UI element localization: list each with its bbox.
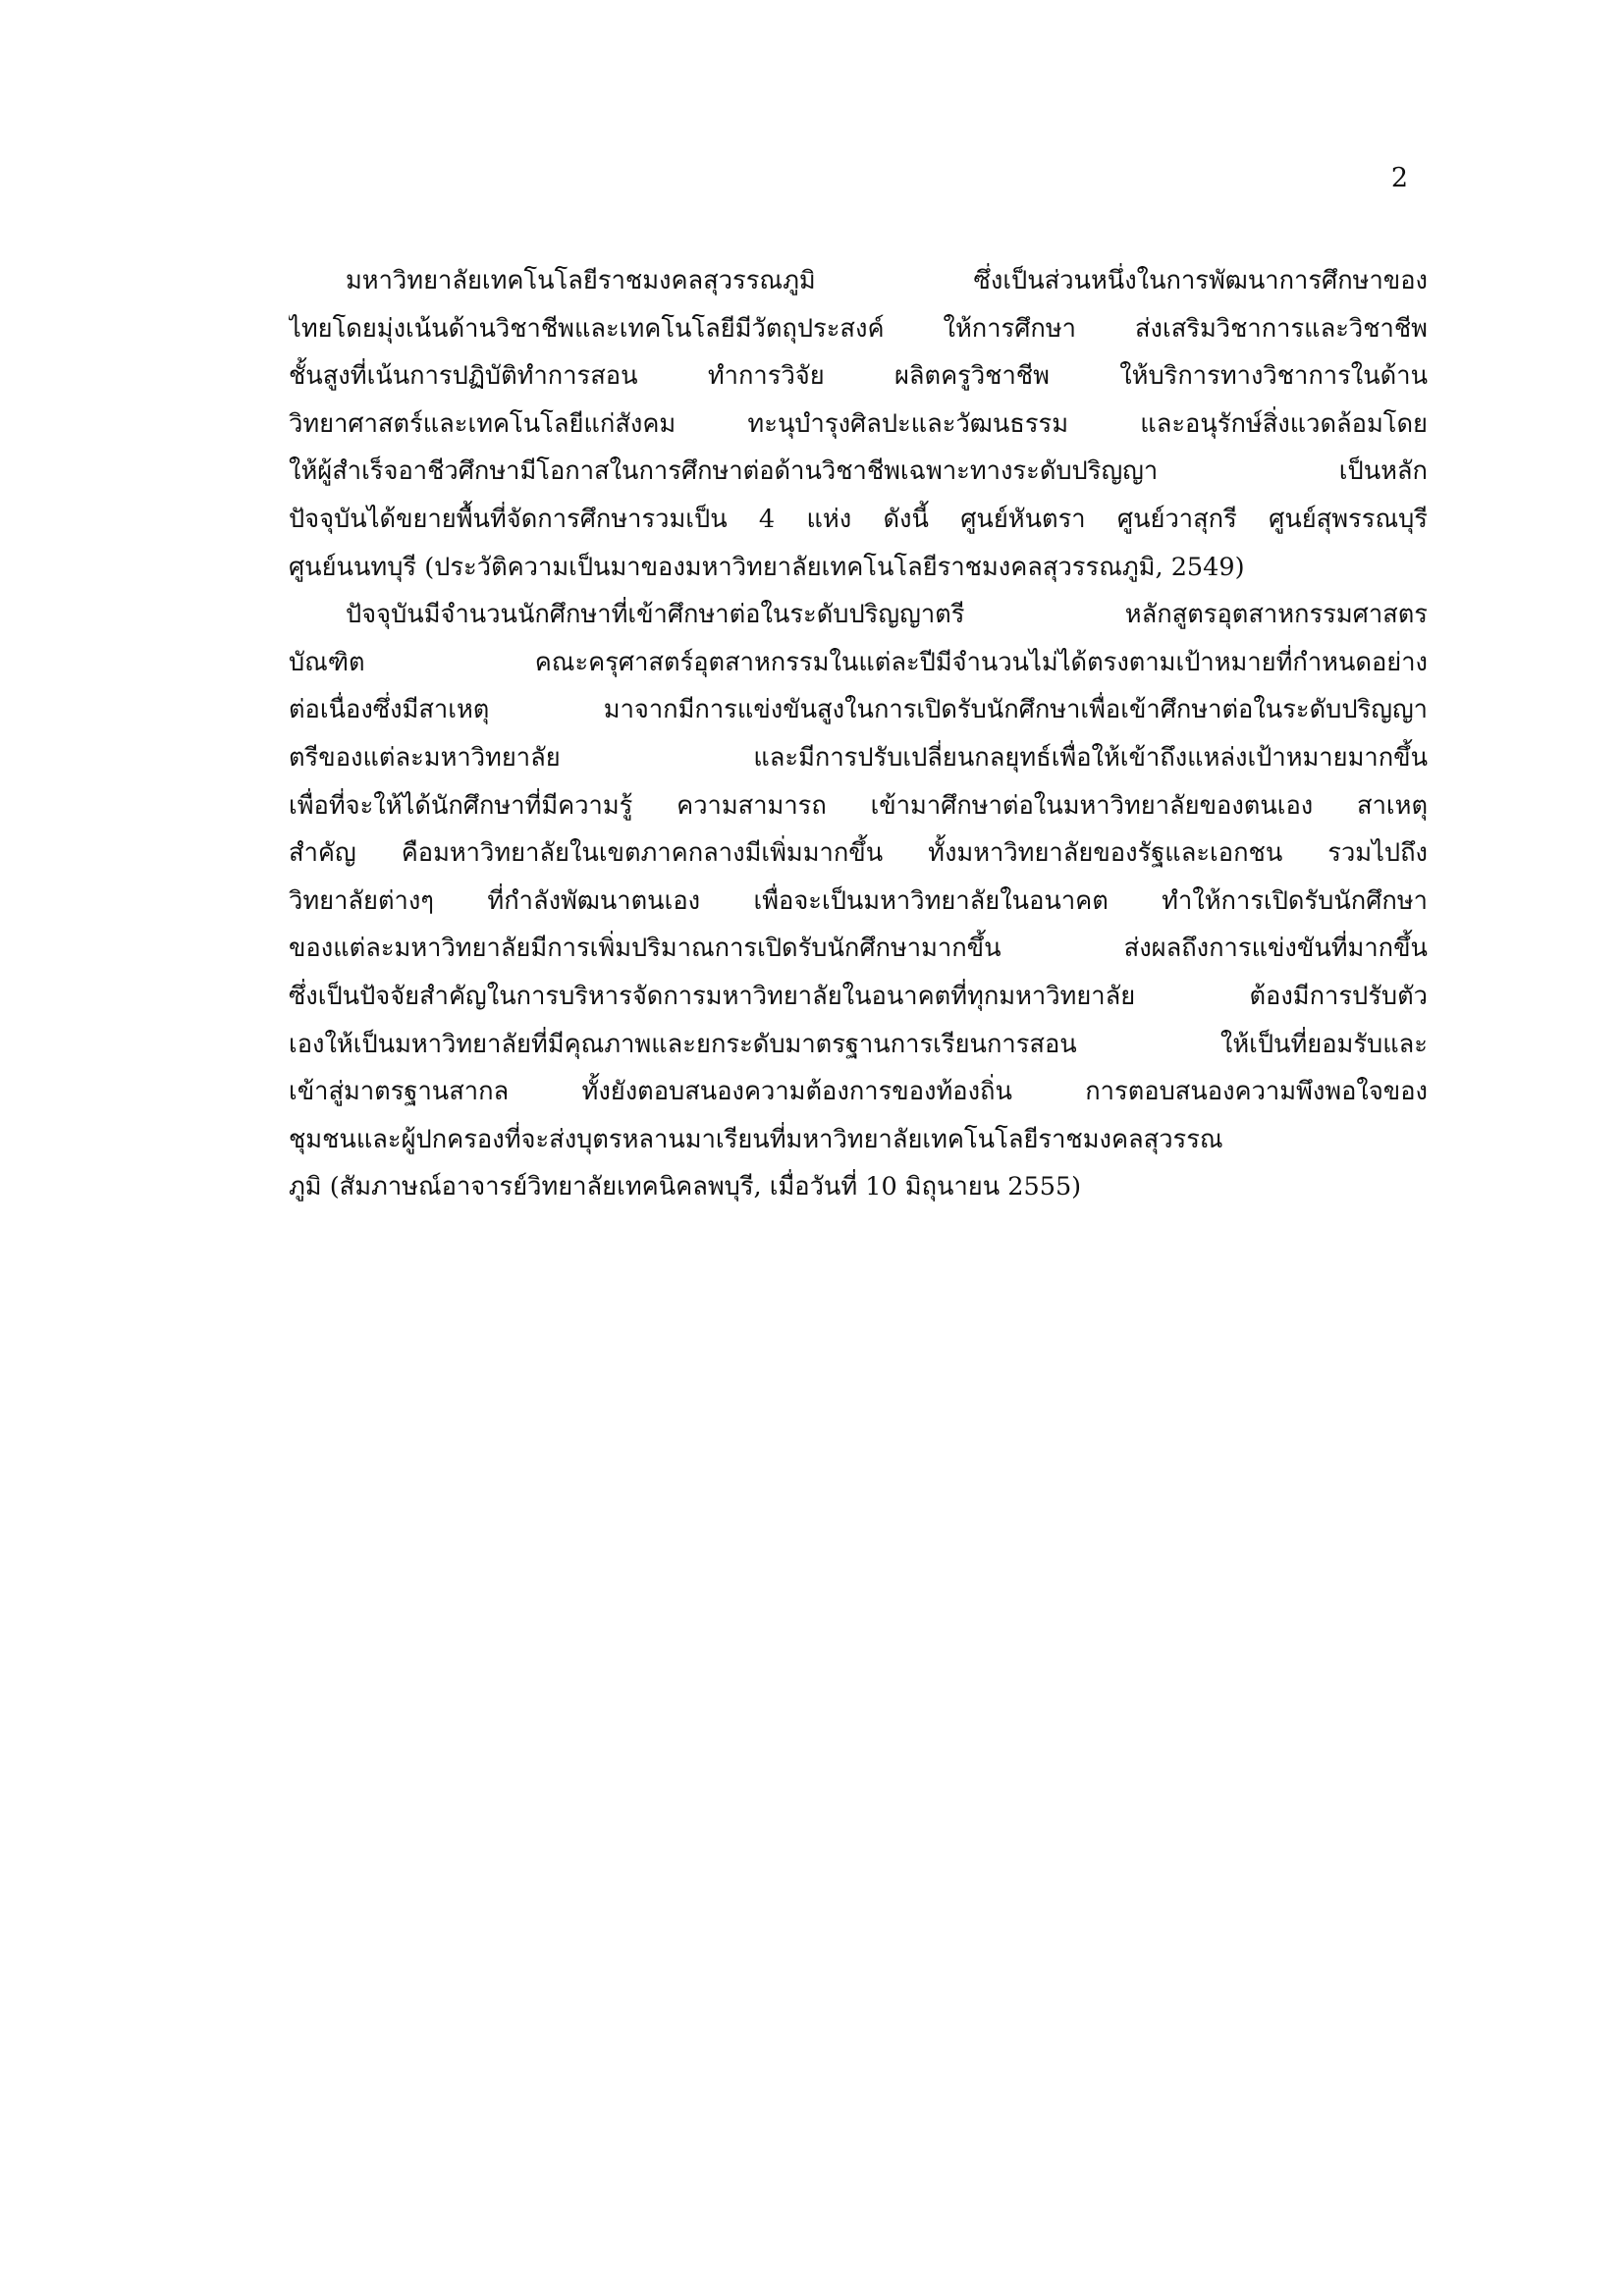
paragraph-enrollment [289,591,1428,1211]
text-line: ภูมิ (สัมภาษณ์อาจารย์วิทยาลัยเทคนิคลพบุรี, เมื่อวันที่ 10 มิถุนายน 2555) [289,1172,1082,1202]
text-line: ปัจจุบันมีจำนวนนักศึกษาที่เข้าศึกษาต่อในระดับปริญญาตรี หลักสูตรอุตสาหกรรมศาสตร [346,600,1428,630]
paragraph-history [289,257,1428,591]
text-line: ศูนย์นนทบุรี (ประวัติความเป็นมาของมหาวิทยาลัยเทคโนโลยีราชมงคลสุวรรณภูมิ, 2549) [289,552,1245,582]
text-line: ให้ผู้สำเร็จอาชีวศึกษามีโอกาสในการศึกษาต่อด้านวิชาชีพเฉพาะทางระดับปริญญา เป็นหลัก [289,456,1428,487]
text-line: มหาวิทยาลัยเทคโนโลยีราชมงคลสุวรรณภูมิ ซึ่งเป็นส่วนหนึ่งในการพัฒนาการศึกษาของ [346,266,1428,295]
text-line: ชุมชนและผู้ปกครองที่จะส่งบุตรหลานมาเรียนที่มหาวิทยาลัยเทคโนโลยีราชมงคลสุวรรณ [289,1124,1223,1154]
text-line: ปัจจุบันได้ขยายพื้นที่จัดการศึกษารวมเป็น 4 แห่ง ดังนี้ ศูนย์หันตรา ศูนย์วาสุกรี ศูนย์สุพรรณบุรี [289,504,1428,534]
text-line: ไทยโดยมุ่งเน้นด้านวิชาชีพและเทคโนโลยีมีวัตถุประสงค์ ให้การศึกษา ส่งเสริมวิชาการและวิชาชีพ [289,313,1428,344]
text-line: บัณฑิต คณะครุศาสตร์อุตสาหกรรมในแต่ละปีมีจำนวนไม่ได้ตรงตามเป้าหมายที่กำหนดอย่าง [289,647,1428,677]
body-text [289,257,1428,1211]
text-line: ต่อเนื่องซึ่งมีสาเหตุ มาจากมีการแข่งขันสูงในการเปิดรับนักศึกษาเพื่อเข้าศึกษาต่อในระดับปริญญา [289,695,1428,725]
text-line: ซึ่งเป็นปัจจัยสำคัญในการบริหารจัดการมหาวิทยาลัยในอนาคตที่ทุกมหาวิทยาลัย ต้องมีการปรับตัว [289,981,1428,1011]
text-line: สำคัญ คือมหาวิทยาลัยในเขตภาคกลางมีเพิ่มมากขึ้น ทั้งมหาวิทยาลัยของรัฐและเอกชน รวมไปถึง [289,838,1428,869]
text-line: วิทยาศาสตร์และเทคโนโลยีแก่สังคม ทะนุบำรุงศิลปะและวัฒนธรรม และอนุรักษ์สิ่งแวดล้อมโดย [289,408,1428,439]
text-line: ชั้นสูงที่เน้นการปฏิบัติทำการสอน ทำการวิจัย ผลิตครูวิชาชีพ ให้บริการทางวิชาการในด้าน [289,361,1428,392]
text-line: ของแต่ละมหาวิทยาลัยมีการเพิ่มปริมาณการเปิดรับนักศึกษามากขึ้น ส่งผลถึงการแข่งขันที่มากขึ้น [289,934,1428,964]
text-line: ตรีของแต่ละมหาวิทยาลัย และมีการปรับเปลี่ยนกลยุทธ์เพื่อให้เข้าถึงแหล่งเป้าหมายมากขึ้น [289,742,1428,773]
page-number: 2 [1390,163,1408,193]
text-line: เพื่อที่จะให้ได้นักศึกษาที่มีความรู้ ความสามารถ เข้ามาศึกษาต่อในมหาวิทยาลัยของตนเอง สาเหตุ [289,790,1428,821]
text-line: วิทยาลัยต่างๆ ที่กำลังพัฒนาตนเอง เพื่อจะเป็นมหาวิทยาลัยในอนาคต ทำให้การเปิดรับนักศึกษา [289,885,1428,916]
text-line: เองให้เป็นมหาวิทยาลัยที่มีคุณภาพและยกระดับมาตรฐานการเรียนการสอน ให้เป็นที่ยอมรับและ [289,1029,1428,1059]
text-line: เข้าสู่มาตรฐานสากล ทั้งยังตอบสนองความต้องการของท้องถิ่น การตอบสนองความพึงพอใจของ [289,1077,1428,1107]
